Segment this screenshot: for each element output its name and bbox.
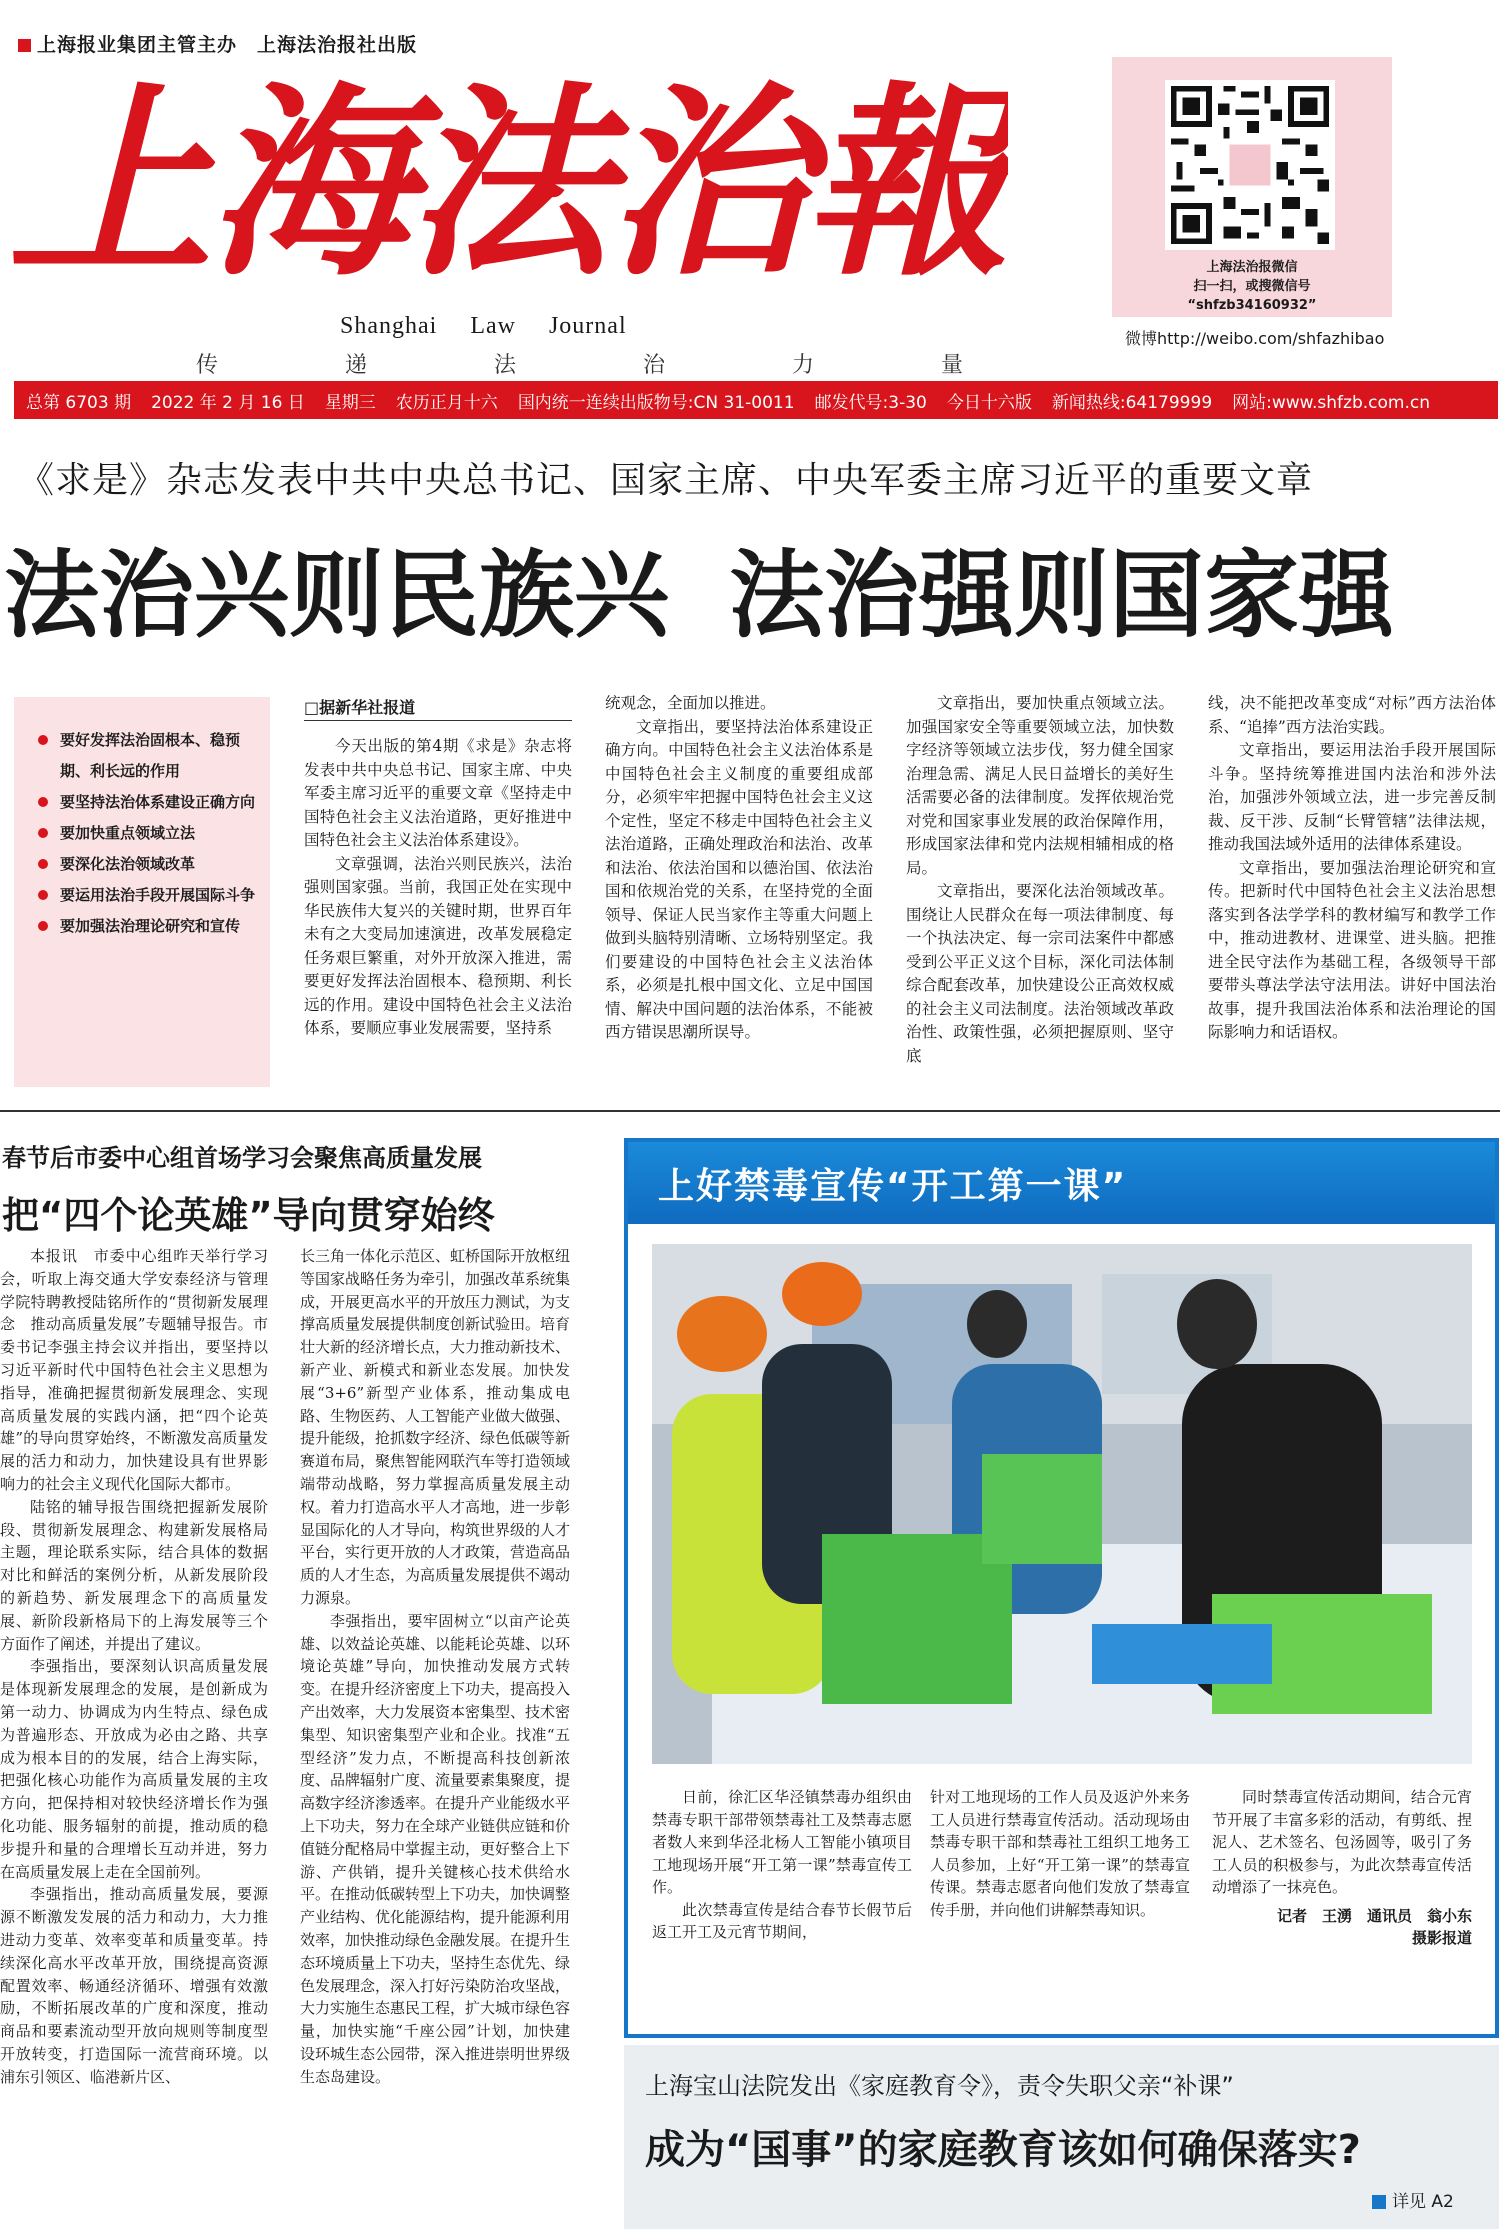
article-column xyxy=(0,1245,268,2088)
lead-headline-part: 法治兴则民族兴 xyxy=(4,541,670,651)
masthead-title: 上海法治報 xyxy=(8,64,1003,290)
key-points-box xyxy=(14,697,270,1087)
paragraph: 今天出版的第4期《求是》杂志将发表中共中央总书记、国家主席、中央军委主席习近平的重要文章《坚持走中国特色社会主义法治道路，更好推进中国特色社会主义法治体系建设》。 xyxy=(304,737,572,849)
english-title: Shanghai Law Journal xyxy=(340,313,627,339)
divider xyxy=(304,720,572,721)
paragraph: 李强指出，推动高质量发展，要源源不断激发发展的活力和动力，大力推进动力变革、效率变革和质量变革。持续深化高水平改革开放，围绕提高资源配置效率、畅通经济循环、增强有效激励，不断拓展改革的广度和深度，推动商品和要素流动型开放向规则等制度型开放转变，打造国际一流营商环境。以浦东引领区、临港新片区、 xyxy=(0,1885,268,2086)
issue-date: 2022 年 2 月 16 日 xyxy=(151,392,305,413)
lead-kicker: 《求是》杂志发表中共中央总书记、国家主席、中央军委主席习近平的重要文章 xyxy=(18,460,1314,501)
paragraph: 文章强调，法治兴则民族兴，法治强则国家强。当前，我国正处在实现中华民族伟大复兴的关键时期，世界百年未有之大变局加速演进，改革发展稳定任务艰巨繁重，对外开放深入推进，需要更好发挥法治固根本、稳预期、利长远的作用。建设中国特色社会主义法治体系，要顺应事业发展需要，坚持系 xyxy=(304,854,572,1037)
second-headline[interactable]: 把“四个论英雄”导向贯穿始终 xyxy=(2,1194,495,1237)
key-point: 要好发挥法治固根本、稳预期、利长远的作用 xyxy=(34,725,258,787)
paragraph: 日前，徐汇区华泾镇禁毒办组织由禁毒专职干部带领禁毒社工及禁毒志愿者数人来到华泾北杨人工智能小镇项目工地现场开展“开工第一课”禁毒宣传工作。 xyxy=(652,1788,912,1896)
news-hotline: 新闻热线:64179999 xyxy=(1051,392,1213,413)
lunar-date: 农历正月十六 xyxy=(395,392,498,413)
caption-column xyxy=(652,1786,912,1944)
lead-headline[interactable] xyxy=(0,520,1500,656)
article-column xyxy=(1208,692,1496,1045)
qr-caption-line: 扫一扫，或搜微信号 xyxy=(1193,279,1311,294)
weekday: 星期三 xyxy=(324,392,376,413)
caption-column xyxy=(930,1786,1190,1921)
weibo-link[interactable]: 微博http://weibo.com/shfazhibao xyxy=(1125,329,1385,348)
paragraph: 此次禁毒宣传是结合春节长假节后返工开工及元宵节期间， xyxy=(652,1900,912,1941)
qr-code-icon[interactable] xyxy=(1165,80,1335,250)
qr-caption xyxy=(1112,258,1392,315)
red-square-icon xyxy=(18,39,31,52)
post-code: 邮发代号:3-30 xyxy=(814,392,927,413)
photo-story-title[interactable]: 上好禁毒宣传“开工第一课” xyxy=(628,1142,1495,1224)
article-column xyxy=(605,692,873,1045)
hard-hat-icon xyxy=(677,1296,767,1372)
key-point: 要加快重点领域立法 xyxy=(34,818,258,849)
paragraph: 文章指出，要加强法治理论研究和宣传。把新时代中国特色社会主义法治思想落实到各法学学科的教材编写和教学工作中，推动进教材、进课堂、进头脑。把推进全民守法作为基础工程，各级领导干部要带头尊法学法守法用法。讲好中国法治故事，提升我国法治体系和法治理论的国际影响力和话语权。 xyxy=(1208,858,1496,1041)
blue-square-icon xyxy=(1372,2195,1386,2209)
masthead-logo xyxy=(8,55,1008,290)
paragraph: 长三角一体化示范区、虹桥国际开放枢纽等国家战略任务为牵引，加强改革系统集成，开展更高水平的开放压力测试，为支撑高质量发展提供制度创新试验田。培育壮大新的经济增长点，大力推动新技术、新产业、新模式和新业态发展。加快发展“3+6”新型产业体系，推动集成电路、生物医药、人工智能产业做大做强、提升能级，抢抓数字经济、绿色低碳等新赛道布局，聚焦智能网联汽车等打造领域端带动战略，努力掌握高质量发展主动权。着力打造高水平人才高地，进一步彰显国际化的人才导向，构筑世界级的人才平台，实行更开放的人才政策，营造高品质的人才生态，为高质量发展提供不竭动力源泉。 xyxy=(300,1247,571,1607)
key-point: 要运用法治手段开展国际斗争 xyxy=(34,880,258,911)
article-column xyxy=(906,692,1174,1068)
paragraph: 针对工地现场的工作人员及返沪外来务工人员进行禁毒宣传活动。活动现场由禁毒专职干部和禁毒社工组织工地务工人员参加，上好“开工第一课”的禁毒宣传课。禁毒志愿者向他们发放了禁毒宣传手册，并向他们讲解禁毒知识。 xyxy=(930,1788,1190,1919)
paragraph: 同时禁毒宣传活动期间，结合元宵节开展了丰富多彩的活动，有剪纸、捏泥人、艺术签名、包汤圆等，吸引了务工人员的积极参与，为此次禁毒宣传活动增添了一抹亮色。 xyxy=(1212,1788,1472,1896)
see-page-label: 详见 A2 xyxy=(1392,2192,1454,2212)
see-page-link[interactable] xyxy=(1372,2187,1454,2212)
qr-caption-line: “shfzb34160932” xyxy=(1187,298,1317,313)
paragraph: 本报讯 市委中心组昨天举行学习会，听取上海交通大学安泰经济与管理学院特聘教授陆铭所作的“贯彻新发展理念 推动高质量发展”专题辅导报告。市委书记李强主持会议并指出，要坚持以习近平新时代中国特色社会主义思想为指导，准确把握贯彻新发展理念、实现高质量发展的实践内涵，把“四个论英雄”的导向贯穿始终，不断激发高质量发展的活力和动力，加快建设具有世界影响力的社会主义现代化国际大都市。 xyxy=(0,1247,268,1493)
paragraph: 文章指出，要运用法治手段开展国际斗争。坚持统筹推进国内法治和涉外法治，加强涉外领域立法，进一步完善反制裁、反干涉、反制“长臂管辖”法律法规，推动我国法域外适用的法律体系建设。 xyxy=(1208,741,1496,853)
hard-hat-icon xyxy=(782,1262,862,1326)
key-point: 要深化法治领域改革 xyxy=(34,849,258,880)
news-photo xyxy=(652,1244,1472,1764)
qr-caption-line: 上海法治报微信 xyxy=(1206,260,1298,275)
paragraph: 文章指出，要坚持法治体系建设正确方向。中国特色社会主义法治体系是中国特色社会主义制度的重要组成部分，必须牢牢把握中国特色社会主义这个定性，坚定不移走中国特色社会主义法治道路，正确处理政治和法治、改革和法治、依法治国和以德治国、依法治国和依规治党的关系，在坚持党的全面领导、保证人民当家作主等重大问题上做到头脑特别清晰、立场特别坚定。我们要建设的中国特色社会主义法治体系，必须是扎根中国文化、立足中国国情、解决中国问题的法治体系，不能被西方错误思潮所误导。 xyxy=(605,717,873,1041)
second-kicker: 春节后市委中心组首场学习会聚焦高质量发展 xyxy=(2,1144,482,1172)
photo-credit: 记者 王湧 通讯员 翁小东 xyxy=(1276,1906,1472,1925)
paragraph: 文章指出，要加快重点领域立法。加强国家安全等重要领域立法，加快数字经济等领域立法步伐，努力健全国家治理急需、满足人民日益增长的美好生活需要必备的法律制度。发挥依规治党对党和国家事业发展的政治保障作用，形成国家法律和党内法规相辅相成的格局。 xyxy=(906,694,1174,877)
key-point: 要加强法治理论研究和宣传 xyxy=(34,911,258,942)
caption-column xyxy=(1212,1786,1472,1950)
paragraph: 李强指出，要深刻认识高质量发展是体现新发展理念的发展，是创新成为第一动力、协调成为内生特点、绿色成为普遍形态、开放成为必由之路、共享成为根本目的的发展，结合上海实际，把强化核心功能作为高质量发展的主攻方向，把保持相对较快经济增长作为强化功能、服务辐射的前提，推动质的稳步提升和量的合理增长互动并进，努力在高质量发展上走在全国前列。 xyxy=(0,1657,268,1881)
slogan: 传 递 法 治 力 量 xyxy=(196,353,1023,378)
byline: □据新华社报道 xyxy=(304,698,416,717)
paragraph: 线，决不能把改革变成“对标”西方法治体系、“追捧”西方法治实践。 xyxy=(1208,694,1496,736)
divider xyxy=(0,1110,1500,1112)
article-column xyxy=(304,735,572,1041)
article-column xyxy=(300,1245,570,2088)
publisher-line: 上海报业集团主管主办 上海法治报社出版 xyxy=(18,30,417,57)
paragraph: 文章指出，要深化法治领域改革。围绕让人民群众在每一项法律制度、每一个执法决定、每一宗司法案件中都感受到公平正义这个目标，深化司法体制综合配套改革，加快建设公正高效权威的社会主义司法制度。法治领域改革政治性、政策性强，必须把握原则、坚守底 xyxy=(906,882,1174,1065)
page-count: 今日十六版 xyxy=(946,392,1032,413)
lead-headline-part: 法治强则国家强 xyxy=(729,541,1395,651)
issue-info-bar xyxy=(14,381,1498,419)
paragraph: 陆铭的辅导报告围绕把握新发展阶段、贯彻新发展理念、构建新发展格局主题，理论联系实际，结合具体的数据对比和鲜活的案例分析，从新发展阶段的新趋势、新发展理念下的高质量发展、新阶段新格局下的上海发展等三个方面作了阐述，并提出了建议。 xyxy=(0,1497,268,1653)
website-link[interactable]: 网站:www.shfzb.com.cn xyxy=(1232,392,1430,413)
paragraph: 统观念，全面加以推进。 xyxy=(605,694,776,712)
photo-credit: 摄影报道 xyxy=(1411,1929,1472,1947)
teaser-headline[interactable]: 成为“国事”的家庭教育该如何确保落实? xyxy=(645,2127,1361,2173)
issue-number: 总第 6703 期 xyxy=(26,392,132,413)
paragraph: 李强指出，要牢固树立“以亩产论英雄、以效益论英雄、以能耗论英雄、以环境论英雄”导向，加快推动发展方式转变。在提升经济密度上下功夫，提高投入产出效率，大力发展资本密集型、技术密集型、知识密集型产业和企业。找准“五型经济”发力点，不断提高科技创新浓度、品牌辐射广度、流量要素集聚度，提高数字经济渗透率。在提升产业能级水平上下功夫，努力在全球产业链供应链和价值链分配格局中掌握主动，更好整合上下游、产供销，提升关键核心技术供给水平。在推动低碳转型上下功夫，加快调整产业结构、优化能源结构，提升能源利用效率，加快推动绿色金融发展。在提升生态环境质量上下功夫，坚持生态优先、绿色发展理念，深入打好污染防治攻坚战，大力实施生态惠民工程，扩大城市绿色容量，加快实施“千座公园”计划，加快建设环城生态公园带，深入推进崇明世界级生态岛建设。 xyxy=(300,1611,571,2086)
key-point: 要坚持法治体系建设正确方向 xyxy=(34,787,258,818)
teaser-kicker: 上海宝山法院发出《家庭教育令》，责令失职父亲“补课” xyxy=(645,2072,1234,2100)
cn-number: 国内统一连续出版物号:CN 31-0011 xyxy=(517,392,795,413)
